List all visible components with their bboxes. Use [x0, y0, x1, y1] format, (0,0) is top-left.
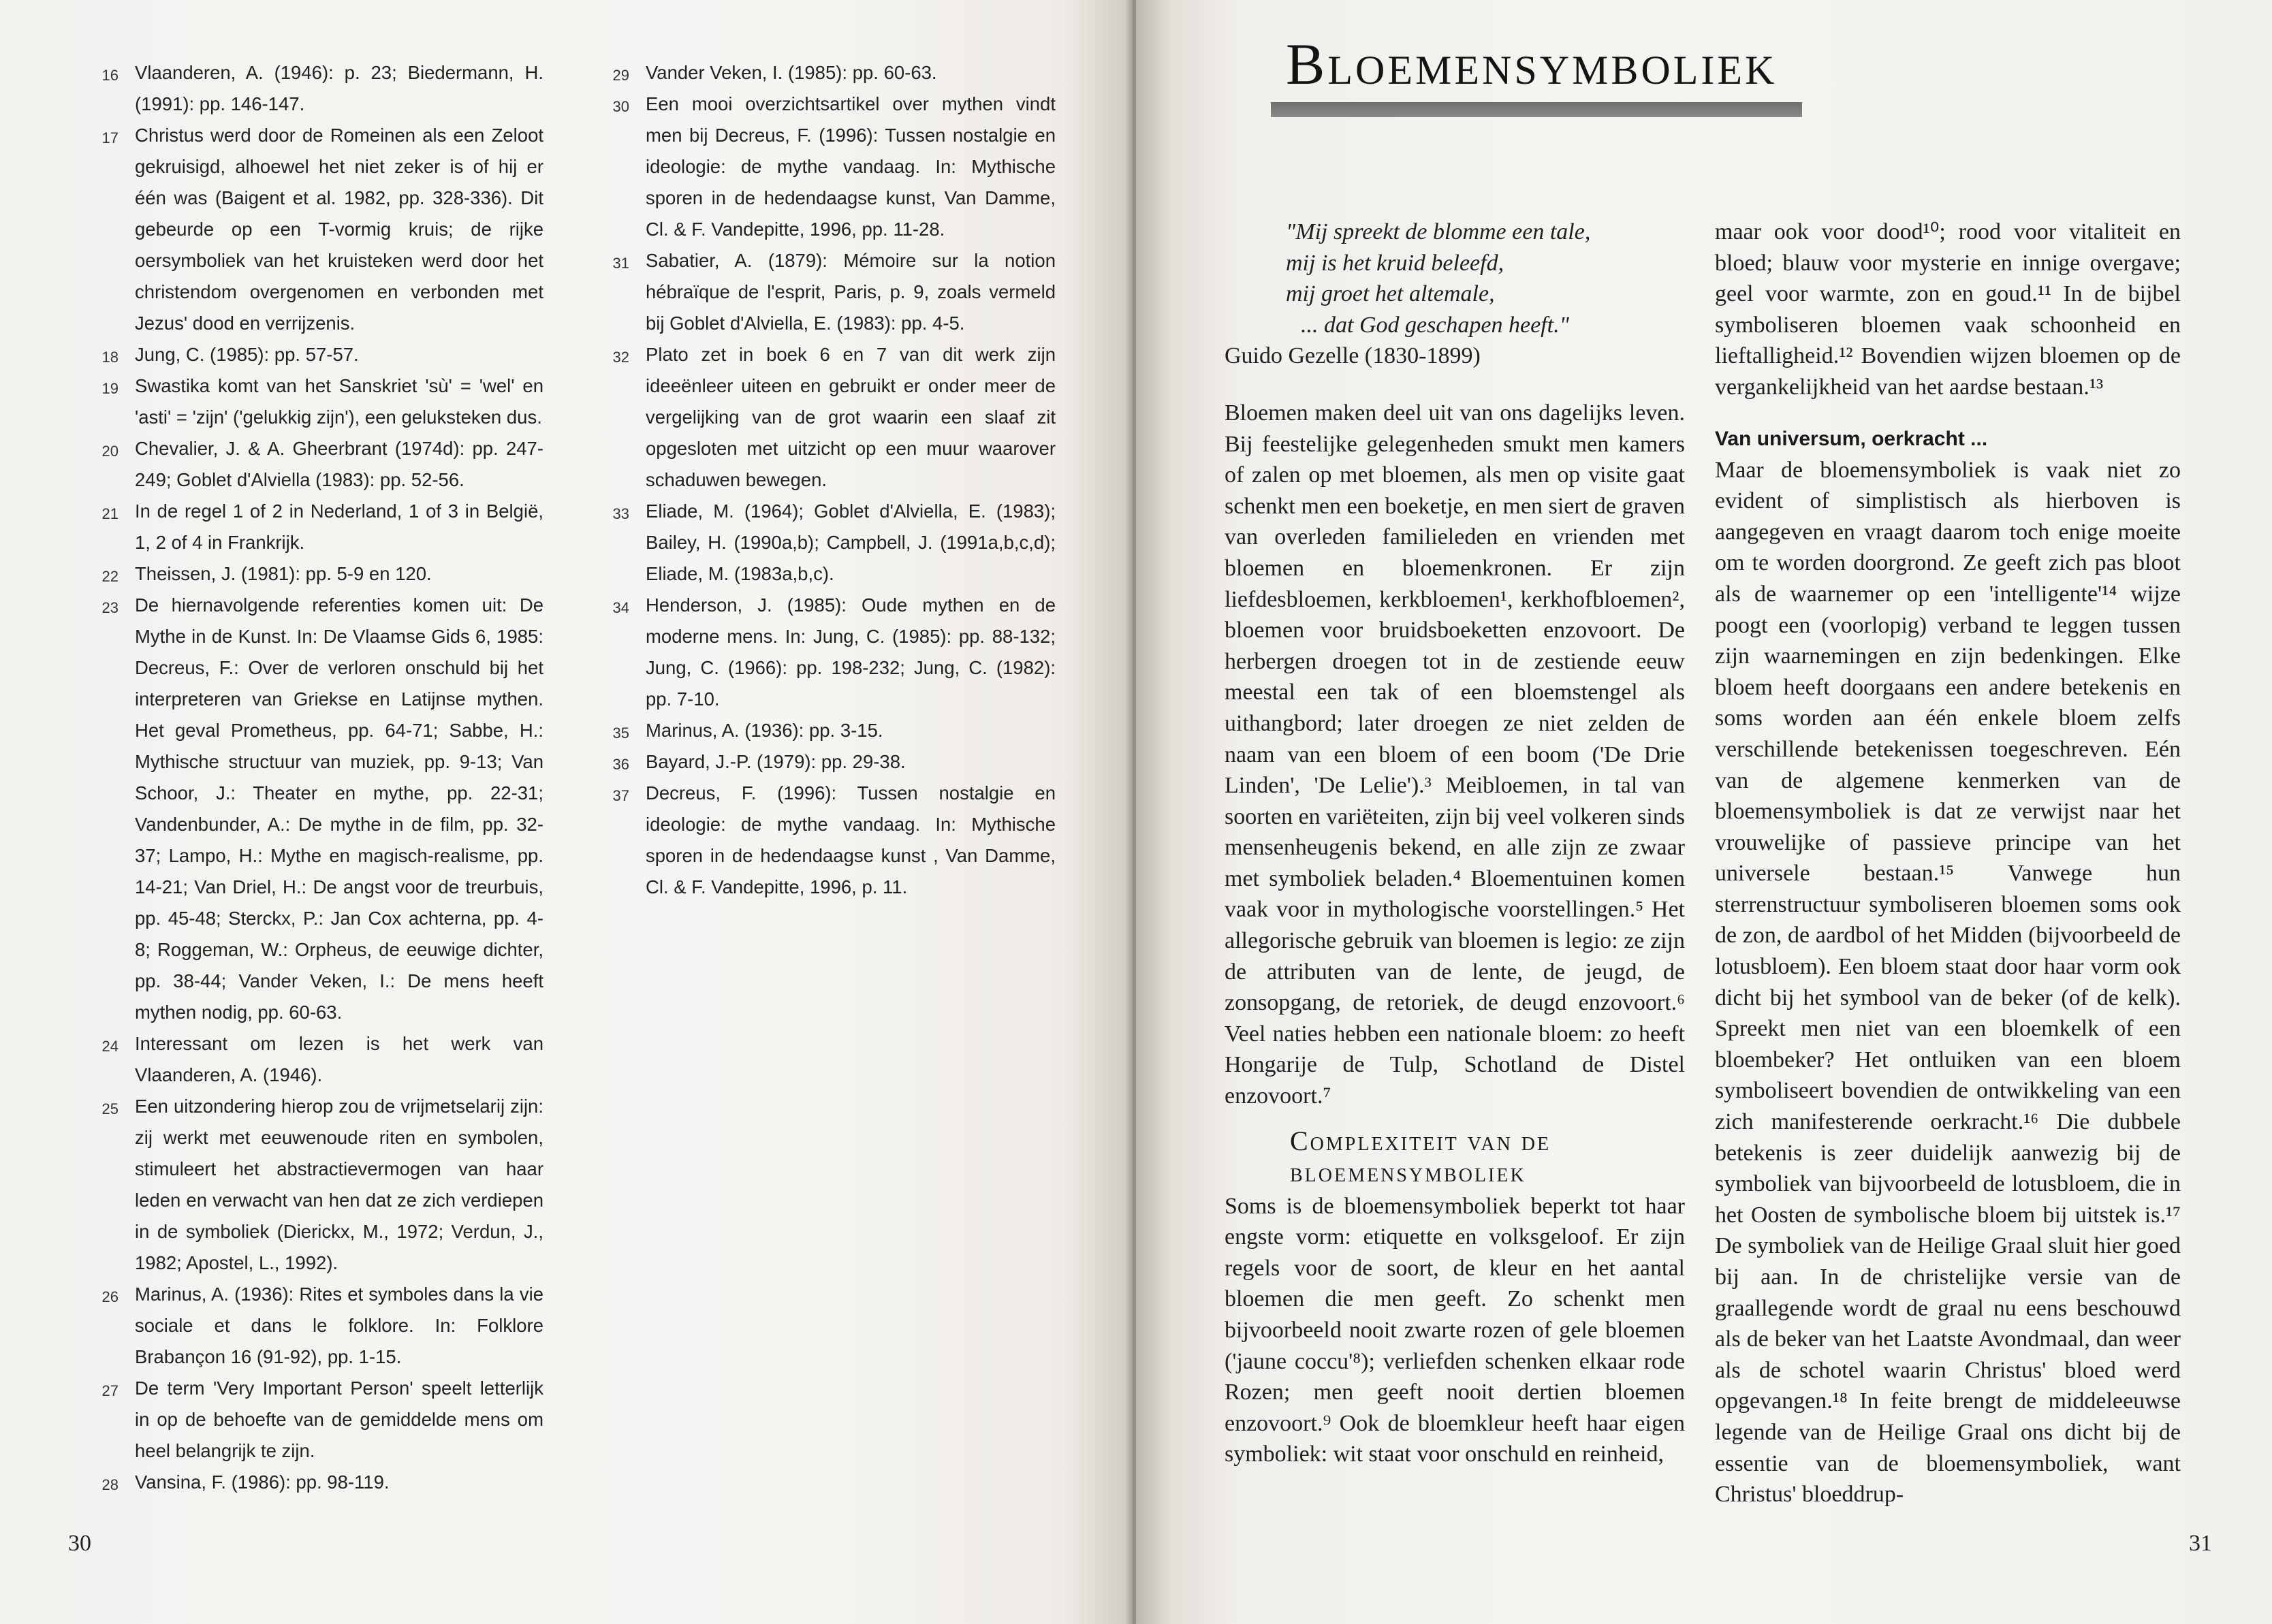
endnote-text: Swastika komt van het Sanskriet 'sù' = 'wel' en 'asti' = 'zijn' ('gelukkig zijn'), een geluksteken dus. [135, 375, 543, 428]
endnote-text: Henderson, J. (1985): Oude mythen en de moderne mens. In: Jung, C. (1985): pp. 88-132; Jung, C. (1966): pp. 198-232; Jung, C. (1982): pp. 7-10. [646, 594, 1056, 710]
endnote-text: Plato zet in boek 6 en 7 van dit werk zijn ideeënleer uiteen en gebruikt er onder meer de vergelijking van de grot waarin een slaaf zit opgesloten met uitzicht op een muur waarover schaduwen bewegen. [646, 344, 1056, 490]
endnote-31 [586, 245, 1056, 339]
right-page [1136, 0, 2272, 1624]
endnote-number: 20 [101, 443, 119, 460]
endnote-text: Marinus, A. (1936): Rites et symboles dans la vie sociale et dans le folklore. In: Folklore Brabançon 16 (91-92), pp. 1-15. [135, 1284, 543, 1367]
text-column-left [1225, 217, 1685, 1470]
endnote-number: 26 [101, 1288, 119, 1305]
epigraph-poem [1286, 217, 1685, 340]
endnote-number: 16 [101, 67, 119, 84]
title-underline-bar [1271, 102, 1802, 117]
endnote-text: Sabatier, A. (1879): Mémoire sur la notion hébraïque de l'esprit, Paris, p. 9, zoals vermeld bij Goblet d'Alviella, E. (1983): pp. 4-5. [646, 250, 1056, 334]
endnote-number: 17 [101, 129, 119, 146]
endnote-37 [586, 778, 1056, 903]
endnote-30 [586, 89, 1056, 245]
body-paragraph: maar ook voor dood¹⁰; rood voor vitaliteit en bloed; blauw voor mysterie en innige overgave; geel voor warmte, zon en goud.¹¹ In de bijbel symboliseren bloemen vaak schoonheid en lieftalligheid.¹² Bovendien wijzen bloemen op de vergankelijkheid van het aardse bestaan.¹³ [1715, 219, 2181, 400]
endnote-text: Vlaanderen, A. (1946): p. 23; Biedermann, H. (1991): pp. 146-147. [135, 62, 543, 114]
endnote-26 [75, 1279, 543, 1373]
chapter-title: Bloemensymboliek [1286, 31, 1778, 97]
poem-line: "Mij spreekt de blomme een tale, [1286, 219, 1591, 244]
body-paragraph: Soms is de bloemensymboliek beperkt tot haar engste vorm: etiquette en volksgeloof. Er zijn regels voor de soort, de kleur en het aantal bloemen die men geeft. Zo schenkt men bijvoorbeeld nooit zwarte rozen of gele bloemen ('jaune coccu'⁸); verliefden schenken elkaar rode Rozen; men geeft nooit dertien bloemen enzovoort.⁹ Ook de bloemkleur heeft haar eigen symboliek: wit staat voor onschuld en reinheid, [1225, 1193, 1685, 1467]
section-heading-line: Complexiteit van de [1290, 1125, 1551, 1156]
title-block [1286, 30, 1778, 98]
endnote-text: Theissen, J. (1981): pp. 5-9 en 120. [135, 563, 432, 584]
endnote-text: In de regel 1 of 2 in Nederland, 1 of 3 in België, 1, 2 of 4 in Frankrijk. [135, 500, 543, 553]
text-column-right [1715, 217, 2181, 1510]
endnote-text: Marinus, A. (1936): pp. 3-15. [646, 720, 883, 741]
endnote-number: 29 [612, 67, 629, 84]
endnote-text: Decreus, F. (1996): Tussen nostalgie en ideologie: de mythe vandaag. In: Mythische sporen in de hedendaagse kunst , Van Damme, Cl. & F. Vandepitte, 1996, p. 11. [646, 782, 1056, 897]
endnote-text: Chevalier, J. & A. Gheerbrant (1974d): pp. 247-249; Goblet d'Alviella (1983): pp. 52-56. [135, 438, 543, 490]
endnote-number: 21 [101, 505, 119, 522]
endnote-21 [75, 496, 543, 558]
endnote-33 [586, 496, 1056, 590]
endnote-number: 34 [612, 599, 629, 616]
endnote-text: Een uitzondering hierop zou de vrijmetselarij zijn: zij werkt met eeuwenoude riten en symbolen, stimuleert het abstractievermogen van haar leden en verwacht van hen dat ze zich verdiepen in de symboliek (Dierickx, M., 1972; Verdun, J., 1982; Apostel, L., 1992). [135, 1096, 543, 1273]
section-heading-line: bloemensymboliek [1290, 1156, 1526, 1188]
page-number-right: 31 [2189, 1531, 2212, 1556]
section-heading [1290, 1126, 1685, 1188]
endnote-16 [75, 57, 543, 120]
endnote-text: Christus werd door de Romeinen als een Zeloot gekruisigd, alhoewel het niet zeker is of hij er één was (Baigent et al. 1982, pp. 328-336). Dit gebeurde op een T-vormig kruis; de rijke oersymboliek van het kruisteken werd door het christendom overgenomen en verbonden met Jezus' dood en verrijzenis. [135, 125, 543, 334]
endnote-number: 24 [101, 1038, 119, 1055]
endnote-17 [75, 120, 543, 339]
endnote-number: 33 [612, 505, 629, 522]
body-paragraph: Maar de bloemensymboliek is vaak niet zo evident of simplistisch als hierboven is aangegeven en vraagt daarom toch enige moeite om te worden doorgrond. Ze geeft zich pas bloot als de waarnemer op een 'intelligente'¹⁴ wijze poogt een (voorlopig) verband te leggen tussen zijn waarnemingen en zijn bedenkingen. Elke bloem heeft doorgaans een andere betekenis en soms worden aan één enkele bloem zelfs verschillende betekenissen toegeschreven. Eén van de algemene kenmerken van de bloemensymboliek is dat ze verwijst naar het vrouwelijke of passieve principe van het universele bestaan.¹⁵ Vanwege hun sterrenstructuur symboliseren bloemen soms ook de zon, de aardbol of het Midden (bijvoorbeeld de lotusbloem). Een bloem staat door haar vorm ook dicht bij het symbool van de beker (of de kelk). Spreekt men niet van een bloemkelk of een bloembeker? Het ontluiken van een bloem symboliseert bovendien de ontwikkeling van een zich manifesterende oerkracht.¹⁶ Die dubbele betekenis is zeer duidelijk aanwezig bij de symboliek van bijvoorbeeld de lotusbloem, die in het Oosten de symbolische bloem bij uitstek is.¹⁷ De symboliek van de Heilige Graal sluit hier goed bij aan. In de christelijke versie van de graallegende wordt de graal nu eens beschouwd als de beker van het Laatste Avondmaal, dan weer als de schotel waarin Christus' bloed werd opgevangen.¹⁸ In feite brengt de middeleeuwse legende van de Heilige Graal ons dicht bij de essentie van de bloemensymboliek, want Christus' bloeddrup- [1715, 457, 2181, 1508]
poem-line: mij groet het altemale, [1286, 281, 1495, 307]
endnote-text: Interessant om lezen is het werk van Vlaanderen, A. (1946). [135, 1033, 543, 1085]
sub-heading: Van universum, oerkracht ... [1715, 427, 1988, 450]
endnote-25 [75, 1091, 543, 1279]
endnote-23 [75, 590, 543, 1028]
endnote-number: 32 [612, 349, 629, 366]
endnote-text: Eliade, M. (1964); Goblet d'Alviella, E. (1983); Bailey, H. (1990a,b); Campbell, J. (1991a,b,c,d); Eliade, M. (1983a,b,c). [646, 500, 1056, 584]
endnote-number: 22 [101, 568, 119, 585]
endnote-27 [75, 1373, 543, 1467]
endnote-text: Jung, C. (1985): pp. 57-57. [135, 344, 359, 365]
endnote-text: Bayard, J.-P. (1979): pp. 29-38. [646, 751, 906, 772]
endnote-text: Vansina, F. (1986): pp. 98-119. [135, 1471, 390, 1493]
endnote-text: De term 'Very Important Person' speelt letterlijk in op de behoefte van de gemiddelde mens om heel belangrijk te zijn. [135, 1378, 543, 1461]
endnote-number: 30 [612, 98, 629, 115]
endnote-text: Vander Veken, I. (1985): pp. 60-63. [646, 62, 937, 83]
endnote-text: De hiernavolgende referenties komen uit: De Mythe in de Kunst. In: De Vlaamse Gids 6, 1985: Decreus, F.: Over de verloren onschuld bij het interpreteren van Griekse en Latijnse mythen. Het geval Prometheus, pp. 64-71; Sabbe, H.: Mythische structuur van muziek, pp. 9-13; Van Schoor, J.: Theater en mythe, pp. 22-31; Vandenbunder, A.: De mythe in de film, pp. 32-37; Lampo, H.: Mythe en magisch-realisme, pp. 14-21; Van Driel, H.: De angst voor de treurbuis, pp. 45-48; Sterckx, P.: Jan Cox achterna, pp. 4-8; Roggeman, W.: Orpheus, de eeuwige dichter, pp. 38-44; Vander Veken, I.: De mens heeft mythen nodig, pp. 60-63. [135, 594, 543, 1023]
endnote-18 [75, 339, 543, 370]
endnote-number: 23 [101, 599, 119, 616]
endnote-36 [586, 746, 1056, 778]
endnote-22 [75, 558, 543, 590]
endnote-32 [586, 339, 1056, 496]
endnote-number: 25 [101, 1100, 119, 1117]
poem-line: mij is het kruid beleefd, [1286, 250, 1504, 276]
endnote-28 [75, 1467, 543, 1498]
endnote-number: 35 [612, 725, 629, 742]
endnotes-column-1 [75, 57, 543, 1498]
endnote-number: 28 [101, 1476, 119, 1493]
endnote-19 [75, 370, 543, 433]
poem-author: Guido Gezelle (1830-1899) [1225, 343, 1481, 369]
endnote-35 [586, 715, 1056, 746]
endnote-34 [586, 590, 1056, 715]
endnote-number: 19 [101, 380, 119, 397]
endnote-number: 18 [101, 349, 119, 366]
page-number-left: 30 [68, 1531, 91, 1556]
endnote-number: 27 [101, 1382, 119, 1399]
endnote-number: 36 [612, 756, 629, 773]
endnote-number: 37 [612, 787, 629, 804]
endnote-29 [586, 57, 1056, 89]
endnote-20 [75, 433, 543, 496]
poem-line: ... dat God geschapen heeft." [1301, 312, 1569, 338]
left-page [0, 0, 1131, 1624]
endnote-text: Een mooi overzichtsartikel over mythen vindt men bij Decreus, F. (1996): Tussen nostalgie en ideologie: de mythe vandaag. In: Mythische sporen in de hedendaagse kunst, Van Damme, Cl. & F. Vandepitte, 1996, pp. 11-28. [646, 93, 1056, 240]
endnote-24 [75, 1028, 543, 1091]
endnotes-column-2 [586, 57, 1056, 903]
body-paragraph: Bloemen maken deel uit van ons dagelijks leven. Bij feestelijke gelegenheden smukt men kamers of zalen op met bloemen, als men op visite gaat schenkt men een boeketje, en men siert de graven van overleden familieleden en vrienden met bloemen en bloemenkronen. Er zijn liefdesbloemen, kerkbloemen¹, kerkhofbloemen², bloemen voor bruidsboeketten enzovoort. De herbergen droegen tot in de zestiende eeuw meestal een tak of een bloemstengel als uithangbord; later droegen ze niet zelden de naam van een bloem of een boom ('De Drie Linden', 'De Lelie').³ Meibloemen, in tal van soorten en variëteiten, zijn bij veel volkeren sinds mensenheugenis bekend, en alle zijn ze zwaar met symboliek beladen.⁴ Bloementuinen komen vaak voor in mythologische voorstellingen.⁵ Het allegorische gebruik van bloemen is legio: ze zijn de attributen van de lente, de jeugd, de zonsopgang, de retoriek, de deugd enzovoort.⁶ Veel naties hebben een nationale bloem: zo heeft Hongarije de Tulp, Schotland de Distel enzovoort.⁷ [1225, 400, 1686, 1109]
endnote-number: 31 [612, 255, 629, 272]
